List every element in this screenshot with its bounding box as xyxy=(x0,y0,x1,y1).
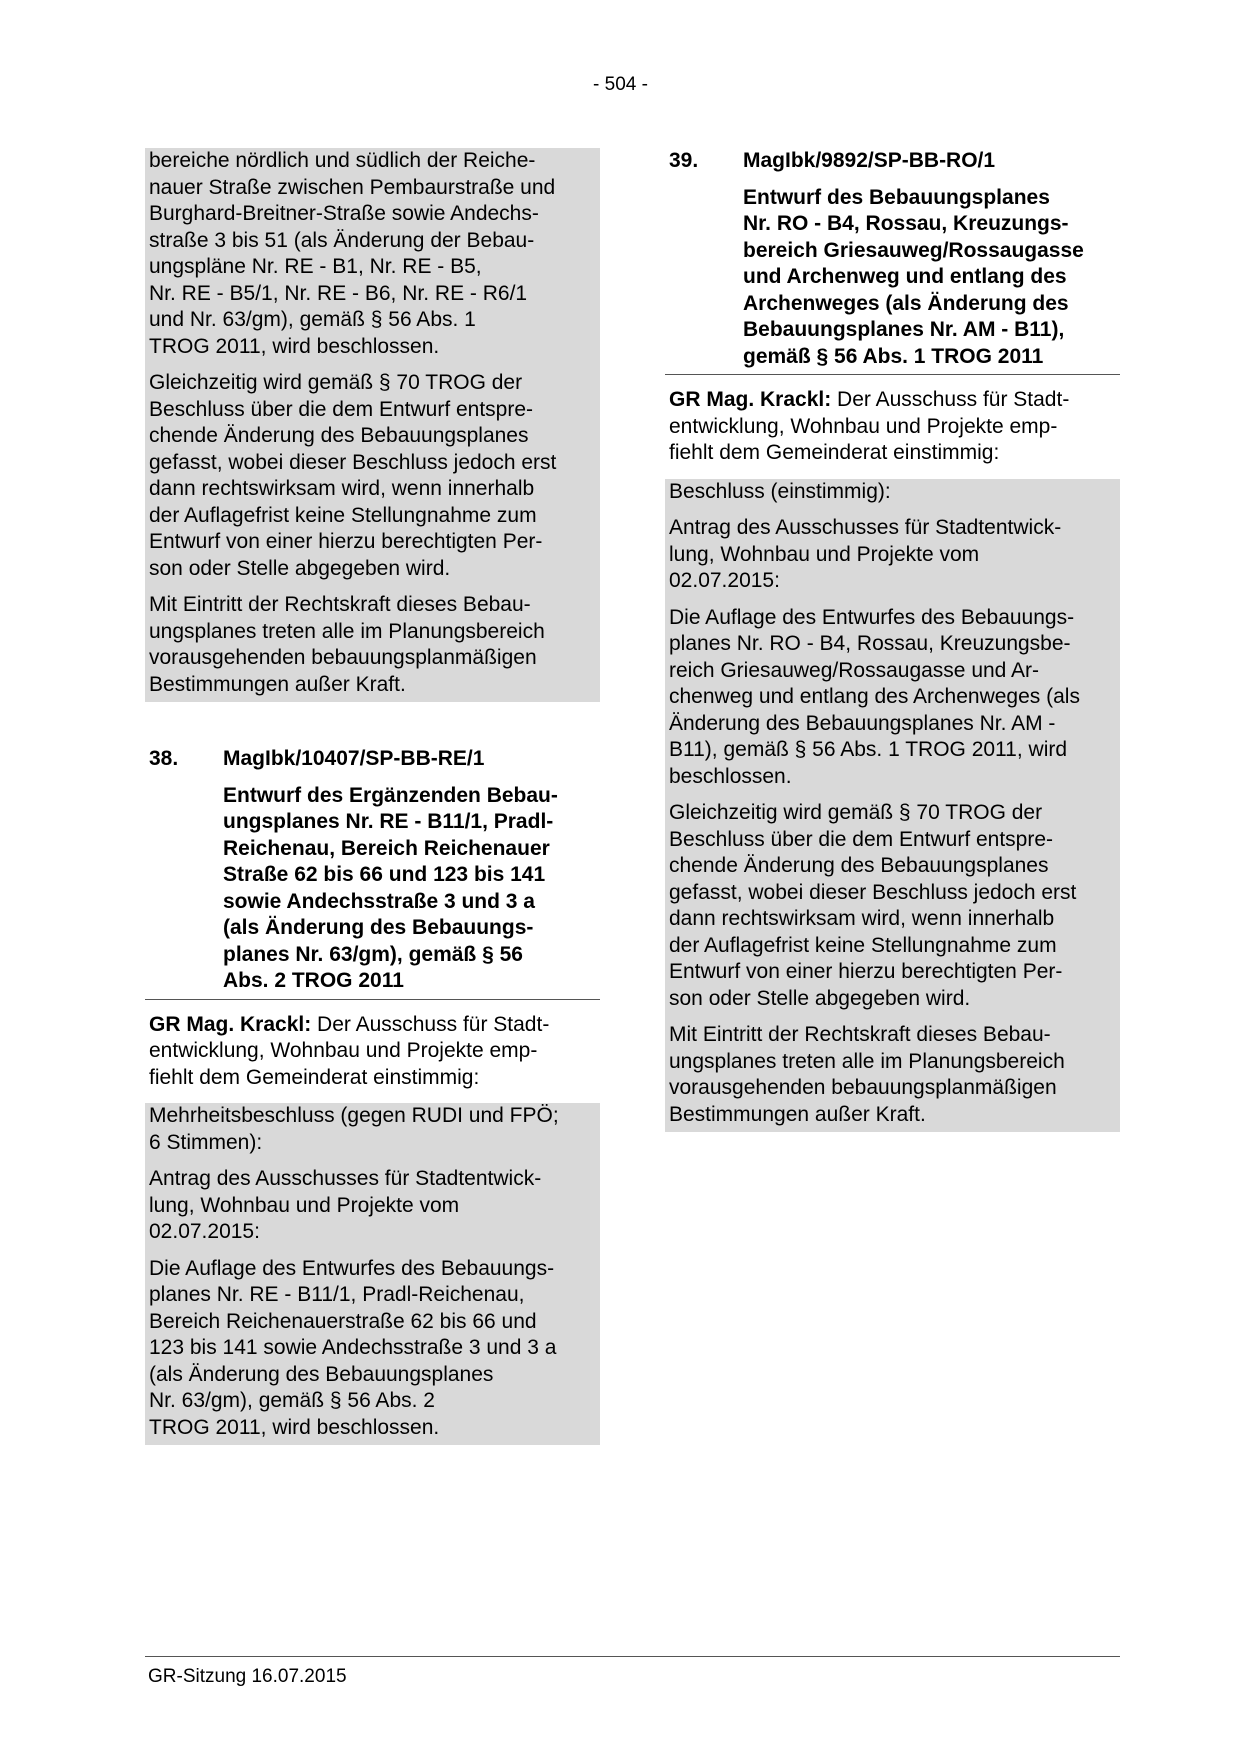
item-title: Entwurf des Ergänzenden Bebau- ungsplanes Nr. RE - B11/1, Pradl- Reichenau, Bereich Reichenauer Straße 62 bis 66 und 123 bis 141 sowie Andechsstraße 3 und 3 a (als Änderung des Bebauungs- planes Nr. 63/gm), gemäß § 56 Abs. 2 TROG 2011 xyxy=(223,783,558,992)
item-heading xyxy=(145,746,600,773)
resolution-paragraph: Die Auflage des Entwurfes des Bebauungs- planes Nr. RO - B4, Rossau, Kreuzungsbe- reich Griesauweg/Rossaugasse und Ar- chenweg und entlang des Archenweges (als Änderung des Bebauungsplanes Nr. AM - B11), gemäß § 56 Abs. 1 TROG 2011, wird beschlossen. xyxy=(669,605,1080,788)
resolution-paragraph: Mit Eintritt der Rechtskraft dieses Bebau- ungsplanes treten alle im Planungsbereich vorausgehenden bebauungsplanmäßigen Bestimmungen außer Kraft. xyxy=(149,593,545,696)
speaker-statement xyxy=(145,1012,600,1092)
resolution-paragraph: Antrag des Ausschusses für Stadtentwick- lung, Wohnbau und Projekte vom 02.07.2015: xyxy=(669,516,1062,592)
agenda-item-39 xyxy=(665,148,1120,1132)
speaker-name: GR Mag. Krackl: xyxy=(149,1012,312,1036)
resolution-paragraph: Gleichzeitig wird gemäß § 70 TROG der Beschluss über die dem Entwurf entspre- chende Änderung des Bebauungsplanes gefasst, wobei dieser Beschluss jedoch erst dann rechtswirksam wird, wenn innerhalb der Auflagefrist keine Stellungnahme zum Entwurf von einer hierzu berechtigten Per- son oder Stelle abgegeben wird. xyxy=(149,371,557,580)
resolution-paragraph: Die Auflage des Entwurfes des Bebauungs- planes Nr. RE - B11/1, Pradl-Reichenau, Bereich Reichenauerstraße 62 bis 66 und 123 bis 141 sowie Andechsstraße 3 und 3 a (als Änderung des Bebauungsplanes Nr. 63/gm), gemäß § 56 Abs. 2 TROG 2011, wird beschlossen. xyxy=(149,1256,557,1439)
speaker-statement xyxy=(665,387,1120,467)
resolution-paragraph: Gleichzeitig wird gemäß § 70 TROG der Beschluss über die dem Entwurf entspre- chende Änderung des Bebauungsplanes gefasst, wobei dieser Beschluss jedoch erst dann rechtswirksam wird, wenn innerhalb der Auflagefrist keine Stellungnahme zum Entwurf von einer hierzu berechtigten Per- son oder Stelle abgegeben wird. xyxy=(669,801,1077,1010)
footer-divider xyxy=(145,1656,1120,1657)
speaker-text: Der Ausschuss für Stadt- entwicklung, Wohnbau und Projekte emp- fiehlt dem Gemeinderat einstimmig: xyxy=(149,1012,550,1089)
resolution-type: Beschluss (einstimmig): xyxy=(669,479,891,503)
page-number: - 504 - xyxy=(593,74,648,95)
left-column xyxy=(145,148,600,1445)
footer-text: GR-Sitzung 16.07.2015 xyxy=(148,1666,347,1687)
item-number: 38. xyxy=(149,747,179,770)
item-number: 39. xyxy=(669,149,699,172)
right-column xyxy=(665,148,1120,1132)
resolution-paragraph: Antrag des Ausschusses für Stadtentwick- lung, Wohnbau und Projekte vom 02.07.2015: xyxy=(149,1167,542,1243)
agenda-item-38 xyxy=(145,746,600,1445)
resolution-block xyxy=(145,1103,600,1445)
resolution-block xyxy=(665,479,1120,1133)
resolution-paragraph: Mit Eintritt der Rechtskraft dieses Bebau- ungsplanes treten alle im Planungsbereich vorausgehenden bebauungsplanmäßigen Bestimmungen außer Kraft. xyxy=(669,1023,1065,1126)
item-reference: MagIbk/9892/SP-BB-RO/1 xyxy=(743,149,996,172)
item-heading xyxy=(665,148,1120,175)
resolution-type: Mehrheitsbeschluss (gegen RUDI und FPÖ; 6 Stimmen): xyxy=(149,1104,559,1154)
speaker-name: GR Mag. Krackl: xyxy=(669,388,832,411)
item-title: Entwurf des Bebauungsplanes Nr. RO - B4, Rossau, Kreuzungs- bereich Griesauweg/Rossaugasse und Archenweg und entlang des Archenweges (als Änderung des Bebauungsplanes Nr. AM - B11), gemäß § 56 Abs. 1 TROG 2011 xyxy=(743,185,1084,368)
resolution-paragraph: bereiche nördlich und südlich der Reiche- nauer Straße zwischen Pembaurstraße und Burghard-Breitner-Straße sowie Andechs- straße 3 bis 51 (als Änderung der Bebau- ungspläne Nr. RE - B1, Nr. RE - B5, Nr. RE - B5/1, Nr. RE - B6, Nr. RE - R6/1 und Nr. 63/gm), gemäß § 56 Abs. 1 TROG 2011, wird beschlossen. xyxy=(149,149,556,358)
continued-resolution-block xyxy=(145,148,600,702)
item-reference: MagIbk/10407/SP-BB-RE/1 xyxy=(223,747,485,770)
speaker-text: Der Ausschuss für Stadt- entwicklung, Wohnbau und Projekte emp- fiehlt dem Gemeinderat einstimmig: xyxy=(669,388,1070,464)
